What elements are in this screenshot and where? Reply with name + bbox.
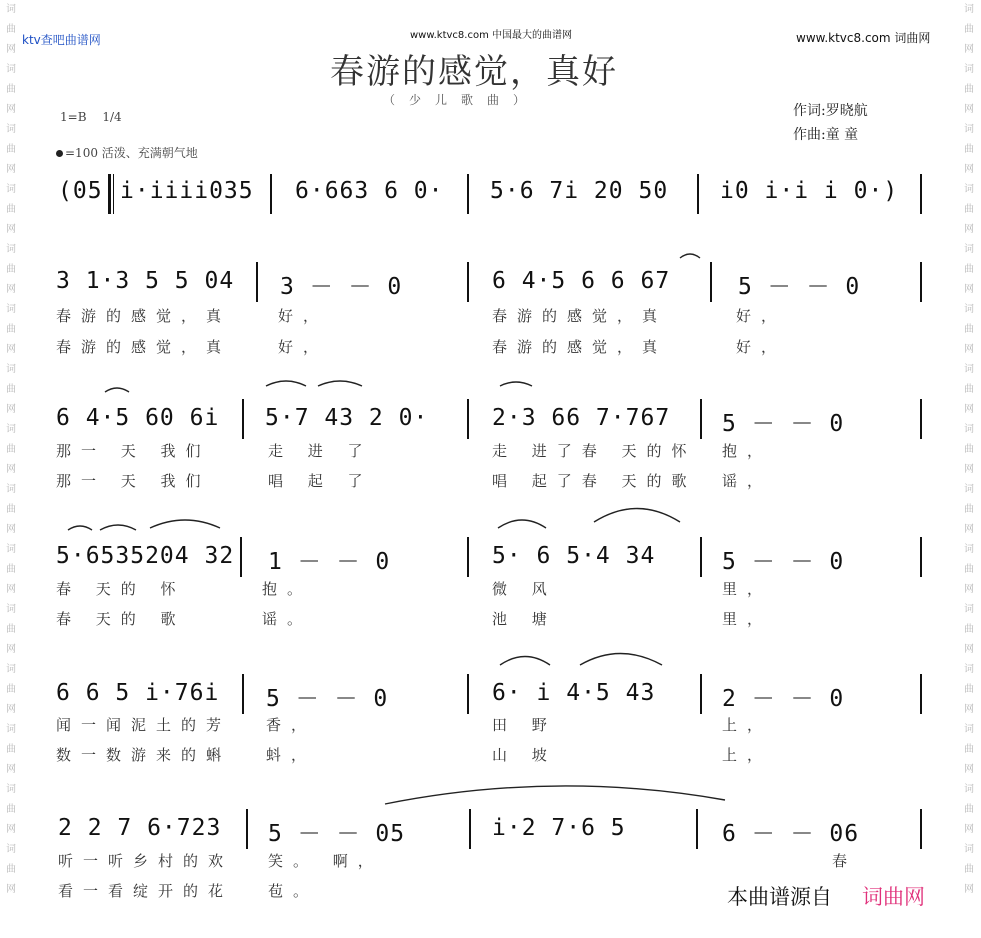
lyric-verse2: 谣， [722,472,773,490]
watermark-char: 词 [964,784,974,795]
watermark-char: 曲 [964,264,974,275]
site-name-left[interactable]: ktv查吧曲谱网 [22,33,101,47]
key-label: 1=B [60,110,87,124]
lyric-verse1: 好， [278,307,329,325]
watermark-char: 网 [964,404,974,415]
measure: 5 － － 0 [722,549,845,575]
lyric-verse2: 上， [722,746,773,764]
measure: 6 4·5 60 6i [56,405,220,431]
watermark-char: 词 [6,304,16,315]
watermark-char: 网 [6,224,16,235]
watermark-char: 曲 [964,324,974,335]
lyric-verse1: 抱。 [262,580,313,598]
measure: 5 － － 0 [738,274,861,300]
lyric-verse2: 好， [736,338,787,356]
watermark-char: 词 [964,184,974,195]
intro-measure: 5·6 7i 20 50 [490,178,669,204]
watermark-char: 网 [964,704,974,715]
watermark-char: 网 [6,464,16,475]
watermark-char: 曲 [6,204,16,215]
watermark-char: 曲 [964,84,974,95]
watermark-char: 曲 [6,504,16,515]
measure: 2·3 66 7·767 [492,405,671,431]
watermark-char: 词 [6,364,16,375]
watermark-char: 词 [964,724,974,735]
source-site-link[interactable]: 词曲网 [862,885,925,909]
measure: 6 4·5 6 6 67 [492,268,671,294]
slur-mark [498,520,546,528]
intro-measure: 6·663 6 0· [295,178,444,204]
watermark-char: 词 [6,184,16,195]
lyric-verse1: 走 进 了 [268,442,373,460]
lyric-verse1: 里， [722,580,773,598]
watermark-char: 网 [6,824,16,835]
watermark-char: 曲 [964,684,974,695]
watermark-char: 词 [964,484,974,495]
lyric-verse2: 里， [722,610,773,628]
lyric-verse2: 山 坡 [492,746,557,764]
lyric-verse2: 唱 起了春 天的歌 [492,472,697,490]
watermark-char: 词 [6,244,16,255]
watermark-char: 曲 [964,504,974,515]
intro-measure: i0 i·i i 0·) [720,178,899,204]
measure: 2 2 7 6·723 [58,815,222,841]
tie-mark [680,254,700,258]
lyric-verse1: 好， [736,307,787,325]
slur-mark [500,382,532,386]
watermark-char: 网 [964,284,974,295]
lyric-verse2: 苞。 [268,882,319,900]
lyric-verse1: 春游的感觉，真 [56,307,232,325]
watermark-char: 网 [6,764,16,775]
watermark-char: 词 [6,844,16,855]
watermark-char: 词 [964,604,974,615]
watermark-char: 词 [964,364,974,375]
song-subtitle: （少儿歌曲） [383,93,540,107]
watermark-char: 词 [964,844,974,855]
measure: 5 － － 05 [268,821,406,847]
measure: 1 － － 0 [268,549,391,575]
tempo-text: =100 活泼、充满朝气地 [65,146,198,160]
watermark-char: 网 [964,344,974,355]
lyric-verse1: 走 进了春 天的怀 [492,442,697,460]
watermark-char: 词 [6,664,16,675]
watermark-char: 曲 [964,864,974,875]
measure: 5·6535204 32 [56,543,235,569]
song-title: 春游的感觉，真好 [330,52,618,92]
watermark-char: 词 [6,424,16,435]
watermark-char: 曲 [6,24,16,35]
watermark-char: 网 [964,644,974,655]
lyric-verse1: 春 天的 怀 [56,580,186,598]
intro-measure: (05 [58,178,103,204]
slur-mark [266,381,306,386]
lyricist-credit: 作词:罗晓航 [793,103,868,119]
lyric-verse1: 春游的感觉，真 [492,307,668,325]
watermark-char: 词 [6,484,16,495]
watermark-char: 网 [964,464,974,475]
lyric-verse1: 上， [722,716,773,734]
watermark-char: 词 [6,64,16,75]
lyric-verse1: 笑。 啊， [268,852,383,870]
watermark-char: 网 [964,104,974,115]
slur-mark [594,509,680,523]
watermark-char: 词 [964,304,974,315]
watermark-char: 曲 [964,384,974,395]
watermark-char: 曲 [6,444,16,455]
lyric-verse2: 看一看绽开的花 [58,882,234,900]
watermark-char: 网 [6,104,16,115]
watermark-char: 曲 [964,204,974,215]
lyric-verse2: 春游的感觉，真 [56,338,232,356]
watermark-char: 网 [964,824,974,835]
site-name-center[interactable]: www.ktvc8.com 中国最大的曲谱网 [410,30,573,41]
lyric-verse2: 那一 天 我们 [56,472,211,490]
watermark-char: 网 [964,164,974,175]
watermark-char: 曲 [6,384,16,395]
lyric-verse2: 谣。 [262,610,313,628]
watermark-char: 网 [964,764,974,775]
lyric-verse1: 那一 天 我们 [56,442,211,460]
watermark-char: 网 [964,44,974,55]
watermark-char: 网 [6,584,16,595]
watermark-char: 网 [964,884,974,895]
lyric-verse1: 田 野 [492,716,557,734]
lyric-verse1: 香， [266,716,317,734]
watermark-char: 曲 [6,84,16,95]
watermark-char: 词 [964,4,974,15]
watermark-char: 曲 [6,264,16,275]
slur-mark [318,381,362,386]
measure: 3 － － 0 [280,274,403,300]
watermark-char: 曲 [964,144,974,155]
slur-mark [100,525,136,530]
watermark-char: 网 [964,524,974,535]
watermark-char: 曲 [6,624,16,635]
watermark-char: 网 [6,164,16,175]
watermark-char: 网 [6,404,16,415]
watermark-char: 词 [6,4,16,15]
watermark-char: 曲 [6,684,16,695]
watermark-char: 网 [6,644,16,655]
watermark-char: 词 [6,544,16,555]
watermark-char: 网 [6,284,16,295]
watermark-char: 网 [6,884,16,895]
watermark-char: 曲 [964,444,974,455]
lyric-verse2: 唱 起 了 [268,472,373,490]
watermark-char: 曲 [6,564,16,575]
lyric-verse1: 微 风 [492,580,557,598]
slur-mark [580,654,662,666]
measure: 5· 6 5·4 34 [492,543,656,569]
lyric-verse1: 听一听乡村的欢 [58,852,234,870]
slur-mark [68,526,92,530]
watermark-char: 词 [964,544,974,555]
watermark-char: 网 [964,584,974,595]
watermark-char: 网 [6,344,16,355]
watermark-char: 曲 [964,804,974,815]
watermark-char: 曲 [6,804,16,815]
measure: 6· i 4·5 43 [492,680,656,706]
slur-mark [150,520,220,528]
lyric-verse2: 春 天的 歌 [56,610,186,628]
watermark-char: 词 [964,664,974,675]
time-signature: 1/4 [102,110,122,124]
watermark-char: 词 [6,784,16,795]
measure: 5 － － 0 [722,411,845,437]
watermark-char: 曲 [964,744,974,755]
watermark-char: 网 [964,224,974,235]
watermark-char: 词 [6,604,16,615]
measure: 5 － － 0 [266,686,389,712]
slur-mark [105,388,129,392]
measure: 6 6 5 i·76i [56,680,220,706]
lyric-verse1: 抱， [722,442,773,460]
watermark-char: 词 [6,124,16,135]
lyric-verse2: 蚪， [266,746,317,764]
watermark-char: 曲 [964,564,974,575]
watermark-char: 词 [964,244,974,255]
source-label: 本曲谱源自 [727,885,832,909]
site-name-right[interactable]: www.ktvc8.com 词曲网 [796,31,931,45]
composer-credit: 作曲:童 童 [793,127,859,143]
lyric-verse1: 闻一闻泥土的芳 [56,716,232,734]
measure: 3 1·3 5 5 04 [56,268,235,294]
watermark-char: 曲 [964,624,974,635]
slur-mark [500,657,550,666]
lyric-verse1: 春 [832,852,858,870]
watermark-char: 网 [6,704,16,715]
watermark-char: 曲 [964,24,974,35]
lyric-verse2: 数一数游来的蝌 [56,746,232,764]
watermark-char: 网 [6,44,16,55]
slur-mark [385,786,725,804]
watermark-char: 曲 [6,744,16,755]
measure: 5·7 43 2 0· [265,405,429,431]
measure: 2 － － 0 [722,686,845,712]
watermark-char: 词 [6,724,16,735]
lyric-verse2: 好， [278,338,329,356]
measure: i·2 7·6 5 [492,815,626,841]
intro-measure: i·iiii035 [120,178,254,204]
watermark-char: 词 [964,64,974,75]
watermark-char: 网 [6,524,16,535]
lyric-verse2: 春游的感觉，真 [492,338,668,356]
watermark-char: 词 [964,424,974,435]
measure: 6 － － 06 [722,821,860,847]
watermark-char: 曲 [6,864,16,875]
watermark-char: 曲 [6,324,16,335]
lyric-verse2: 池 塘 [492,610,557,628]
watermark-char: 词 [964,124,974,135]
watermark-char: 曲 [6,144,16,155]
